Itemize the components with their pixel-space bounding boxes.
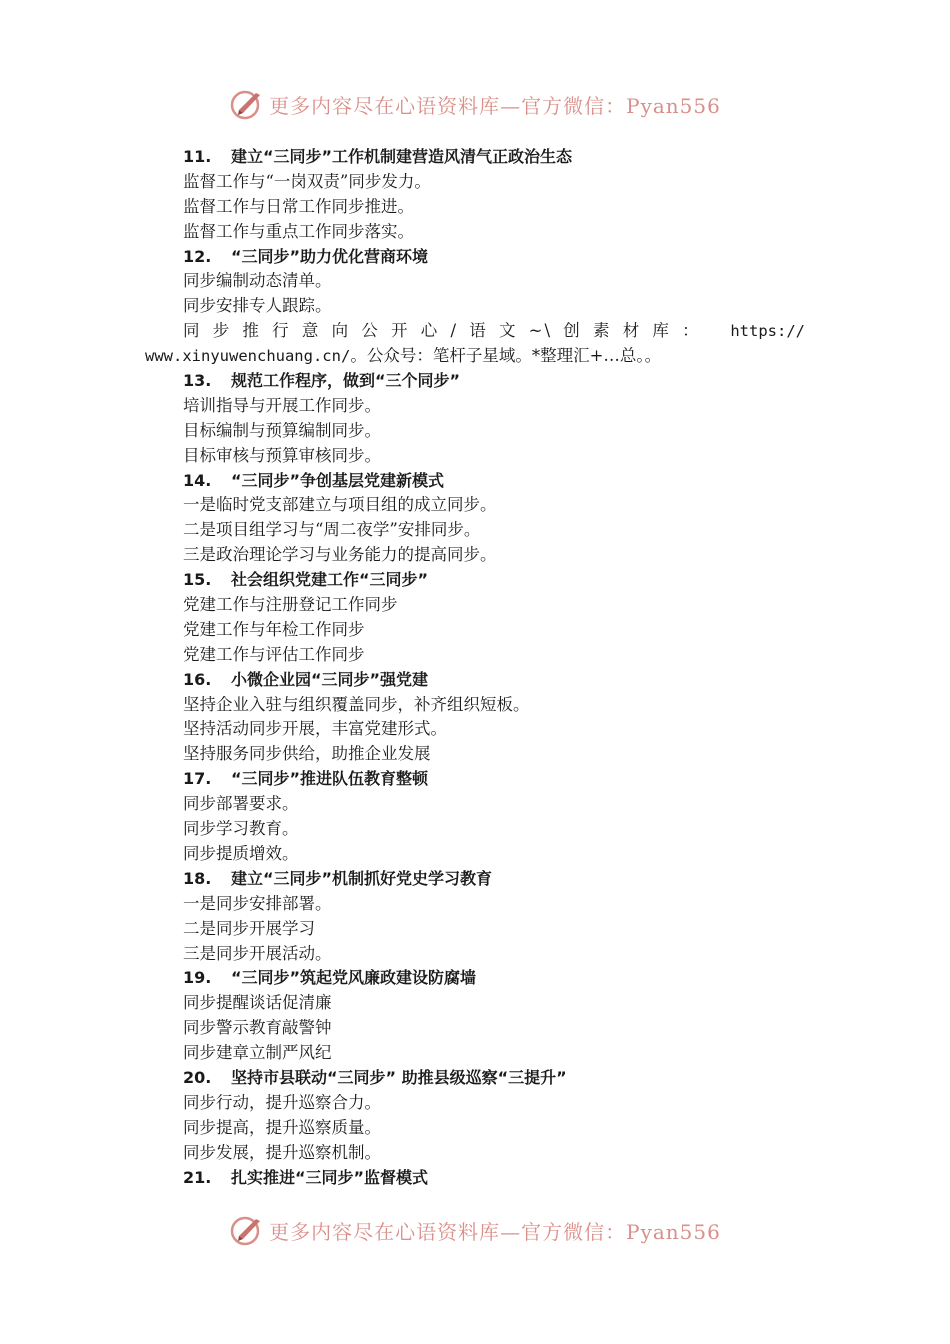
notice-line-1: 同步推行意向公开心/语文~\创素材库： https:// — [183, 321, 805, 341]
list-item: 三是政治理论学习与业务能力的提高同步。 — [183, 545, 497, 565]
section-heading: 16. 小微企业园“三同步”强党建 — [183, 669, 429, 689]
list-item: 监督工作与“一岗双责”同步发力。 — [183, 171, 431, 191]
list-item: 同步安排专人跟踪。 — [183, 296, 332, 316]
list-item: 同步编制动态清单。 — [183, 271, 332, 291]
list-item: 培训指导与开展工作同步。 — [183, 395, 381, 415]
section-heading: 17. “三同步”推进队伍教育整顿 — [183, 769, 429, 789]
pen-circle-logo-icon — [229, 86, 265, 122]
pen-circle-logo-icon — [229, 1212, 265, 1248]
list-item: 一是同步安排部署。 — [183, 893, 332, 913]
watermark-text: 更多内容尽在心语资料库—官方微信：Pyan556 — [269, 93, 721, 118]
section-heading: 21. 扎实推进“三同步”监督模式 — [183, 1167, 429, 1187]
website-link[interactable]: www.xinyuwenchuang.cn/ — [145, 347, 351, 366]
list-item: 同步行动，提升巡察合力。 — [183, 1092, 381, 1112]
watermark-text: 更多内容尽在心语资料库—官方微信：Pyan556 — [269, 1219, 721, 1244]
list-item: 同步提醒谈话促清廉 — [183, 993, 332, 1013]
list-item: 目标编制与预算编制同步。 — [183, 420, 381, 440]
list-item: 同步提质增效。 — [183, 843, 299, 863]
list-item: 同步提高，提升巡察质量。 — [183, 1117, 381, 1137]
list-item: 党建工作与注册登记工作同步 — [183, 595, 398, 615]
section-heading: 13. 规范工作程序，做到“三个同步” — [183, 371, 461, 391]
section-heading: 12. “三同步”助力优化营商环境 — [183, 246, 429, 266]
list-item: 监督工作与重点工作同步落实。 — [183, 221, 414, 241]
list-item: 坚持活动同步开展，丰富党建形式。 — [183, 719, 447, 739]
header-watermark — [0, 84, 950, 124]
section-heading: 11. 建立“三同步”工作机制建营造风清气正政治生态 — [183, 147, 573, 166]
list-item: 同步部署要求。 — [183, 794, 299, 814]
list-item: 二是项目组学习与“周二夜学”安排同步。 — [183, 520, 481, 540]
notice-line-2: www.xinyuwenchuang.cn/。公众号：笔杆子星域。*整理汇+…总。。 — [145, 346, 662, 366]
document-body — [0, 145, 950, 1190]
section-heading: 18. 建立“三同步”机制抓好党史学习教育 — [183, 868, 493, 888]
list-item: 同步警示教育敲警钟 — [183, 1018, 332, 1038]
list-item: 监督工作与日常工作同步推进。 — [183, 196, 414, 216]
section-heading: 15. 社会组织党建工作“三同步” — [183, 570, 429, 590]
list-item: 同步建章立制严风纪 — [183, 1043, 332, 1063]
list-item: 三是同步开展活动。 — [183, 943, 332, 963]
list-item: 坚持服务同步供给，助推企业发展 — [183, 744, 431, 764]
list-item: 目标审核与预算审核同步。 — [183, 445, 381, 465]
list-item: 二是同步开展学习 — [183, 918, 315, 938]
list-item: 党建工作与评估工作同步 — [183, 644, 365, 664]
list-item: 坚持企业入驻与组织覆盖同步，补齐组织短板。 — [183, 694, 530, 714]
section-heading: 20. 坚持市县联动“三同步” 助推县级巡察“三提升” — [183, 1067, 567, 1087]
section-heading: 14. “三同步”争创基层党建新模式 — [183, 470, 445, 490]
list-item: 同步学习教育。 — [183, 819, 299, 839]
list-item: 党建工作与年检工作同步 — [183, 619, 365, 639]
list-item: 同步发展，提升巡察机制。 — [183, 1142, 381, 1162]
list-item: 一是临时党支部建立与项目组的成立同步。 — [183, 495, 497, 515]
section-heading: 19. “三同步”筑起党风廉政建设防腐墙 — [183, 968, 477, 988]
footer-watermark — [0, 1210, 950, 1250]
